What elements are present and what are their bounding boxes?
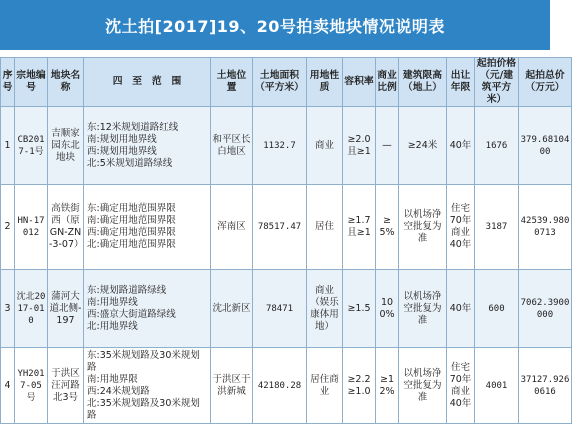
range-east: 东:12米规划道路红线 [87, 121, 179, 133]
header-row [1, 58, 572, 107]
cell-height: 以机场净空批复为准 [399, 185, 447, 270]
cell-total-price: 379.6810400 [519, 107, 572, 185]
table-row [1, 107, 572, 185]
cell-range [84, 348, 211, 424]
range-east: 东:35米规划路及30米规划路 [87, 349, 200, 373]
page-title: 沈土拍[2017]19、20号拍卖地块情况说明表 [105, 16, 445, 36]
cell-unit-price: 4001 [475, 348, 519, 424]
cell-location: 浑南区 [211, 185, 253, 270]
cell-term: 住宅70年商业40年 [447, 348, 475, 424]
cell-unit-price: 600 [475, 270, 519, 348]
cell-range [84, 270, 211, 348]
range-west: 西:24米规划路 [87, 385, 150, 397]
cell-far: ≥2.0且≥1 [343, 107, 376, 185]
cell-far: ≥1.5 [343, 270, 376, 348]
cell-range [84, 185, 211, 270]
header-location: 土地位置 [211, 58, 253, 107]
cell-no: 1 [1, 107, 15, 185]
cell-unit-price: 3187 [475, 185, 519, 270]
header-height: 建筑限高（地上） [399, 58, 447, 107]
cell-no: 3 [1, 270, 15, 348]
range-west: 西:规划用地界线 [87, 145, 157, 157]
range-west: 西:确定用地范围界限 [87, 227, 176, 238]
cell-name: 于洪区汪河路北3号 [48, 348, 84, 424]
land-auction-table [0, 57, 572, 424]
cell-far: ≥2.2≥1.0 [343, 348, 376, 424]
cell-term: 40年 [447, 270, 475, 348]
header-commercial: 商业比例 [376, 58, 399, 107]
cell-name: 高铁街西（原GN-ZN-3-07） [48, 185, 84, 270]
cell-total-price: 42539.9800713 [519, 185, 572, 270]
cell-total-price: 37127.9260616 [519, 348, 572, 424]
cell-use: 商业（娱乐康体用地） [307, 270, 343, 348]
header-range: 四 至 范 围 [84, 58, 211, 107]
cell-far: ≥1.7且≥1 [343, 185, 376, 270]
cell-area: 1132.7 [253, 107, 307, 185]
cell-total-price: 7062.3900000 [519, 270, 572, 348]
cell-term: 住宅70年商业40年 [447, 185, 475, 270]
table-row [1, 185, 572, 270]
header-no: 序号 [1, 58, 15, 107]
range-north: 北:确定用地范围界限 [87, 239, 176, 250]
header-total-price: 起拍总价（万元） [519, 58, 572, 107]
header-far: 容积率 [343, 58, 376, 107]
cell-unit-price: 1676 [475, 107, 519, 185]
range-south: 南:规划用地界线 [87, 133, 157, 145]
cell-name: 吉顺家园东北地块 [48, 107, 84, 185]
cell-code: YH2017-05号 [15, 348, 48, 424]
cell-location: 于洪区于洪新城 [211, 348, 253, 424]
range-south: 南:确定用地范围界限 [87, 215, 176, 226]
table-row [1, 348, 572, 424]
cell-commercial: — [376, 107, 399, 185]
cell-height: 以机场净空批复为准 [399, 270, 447, 348]
cell-commercial: ≥12% [376, 348, 399, 424]
cell-area: 78471 [253, 270, 307, 348]
range-south: 南:用地界限 [87, 373, 138, 385]
cell-commercial: ≥5% [376, 185, 399, 270]
cell-use: 居住 [307, 185, 343, 270]
cell-code: CB2017-1号 [15, 107, 48, 185]
header-term: 出让年限 [447, 58, 475, 107]
cell-code: 沈北2017-010 [15, 270, 48, 348]
cell-use: 居住商业 [307, 348, 343, 424]
header-area: 土地面积（平方米） [253, 58, 307, 107]
header-name: 地块名称 [48, 58, 84, 107]
cell-height: 以机场净空批复为准 [399, 348, 447, 424]
cell-term: 40年 [447, 107, 475, 185]
header-unit-price: 起拍价格（元/建筑平方米） [475, 58, 519, 107]
cell-area: 78517.47 [253, 185, 307, 270]
cell-location: 和平区长白地区 [211, 107, 253, 185]
range-south: 南:用地界线 [87, 296, 138, 308]
cell-no: 2 [1, 185, 15, 270]
cell-commercial: 100% [376, 270, 399, 348]
title-banner [0, 0, 550, 50]
range-north: 北:用地界线 [87, 320, 138, 332]
cell-code: HN-17012 [15, 185, 48, 270]
table-row [1, 270, 572, 348]
header-code: 宗地编号 [15, 58, 48, 107]
range-north: 北:5米规划道路绿线 [87, 157, 173, 169]
cell-area: 42180.28 [253, 348, 307, 424]
cell-location: 沈北新区 [211, 270, 253, 348]
cell-range [84, 107, 211, 185]
cell-use: 商业 [307, 107, 343, 185]
range-north: 北:35米规划路及30米规划路 [87, 397, 200, 421]
cell-no: 4 [1, 348, 15, 424]
header-use: 用地性质 [307, 58, 343, 107]
range-east: 东:规划路道路绿线 [87, 284, 167, 296]
range-east: 东:确定用地范围界限 [87, 203, 176, 214]
cell-height: ≥24米 [399, 107, 447, 185]
range-west: 西:盛京大街道路绿线 [87, 308, 176, 320]
cell-name: 蒲河大道北侧-197 [48, 270, 84, 348]
